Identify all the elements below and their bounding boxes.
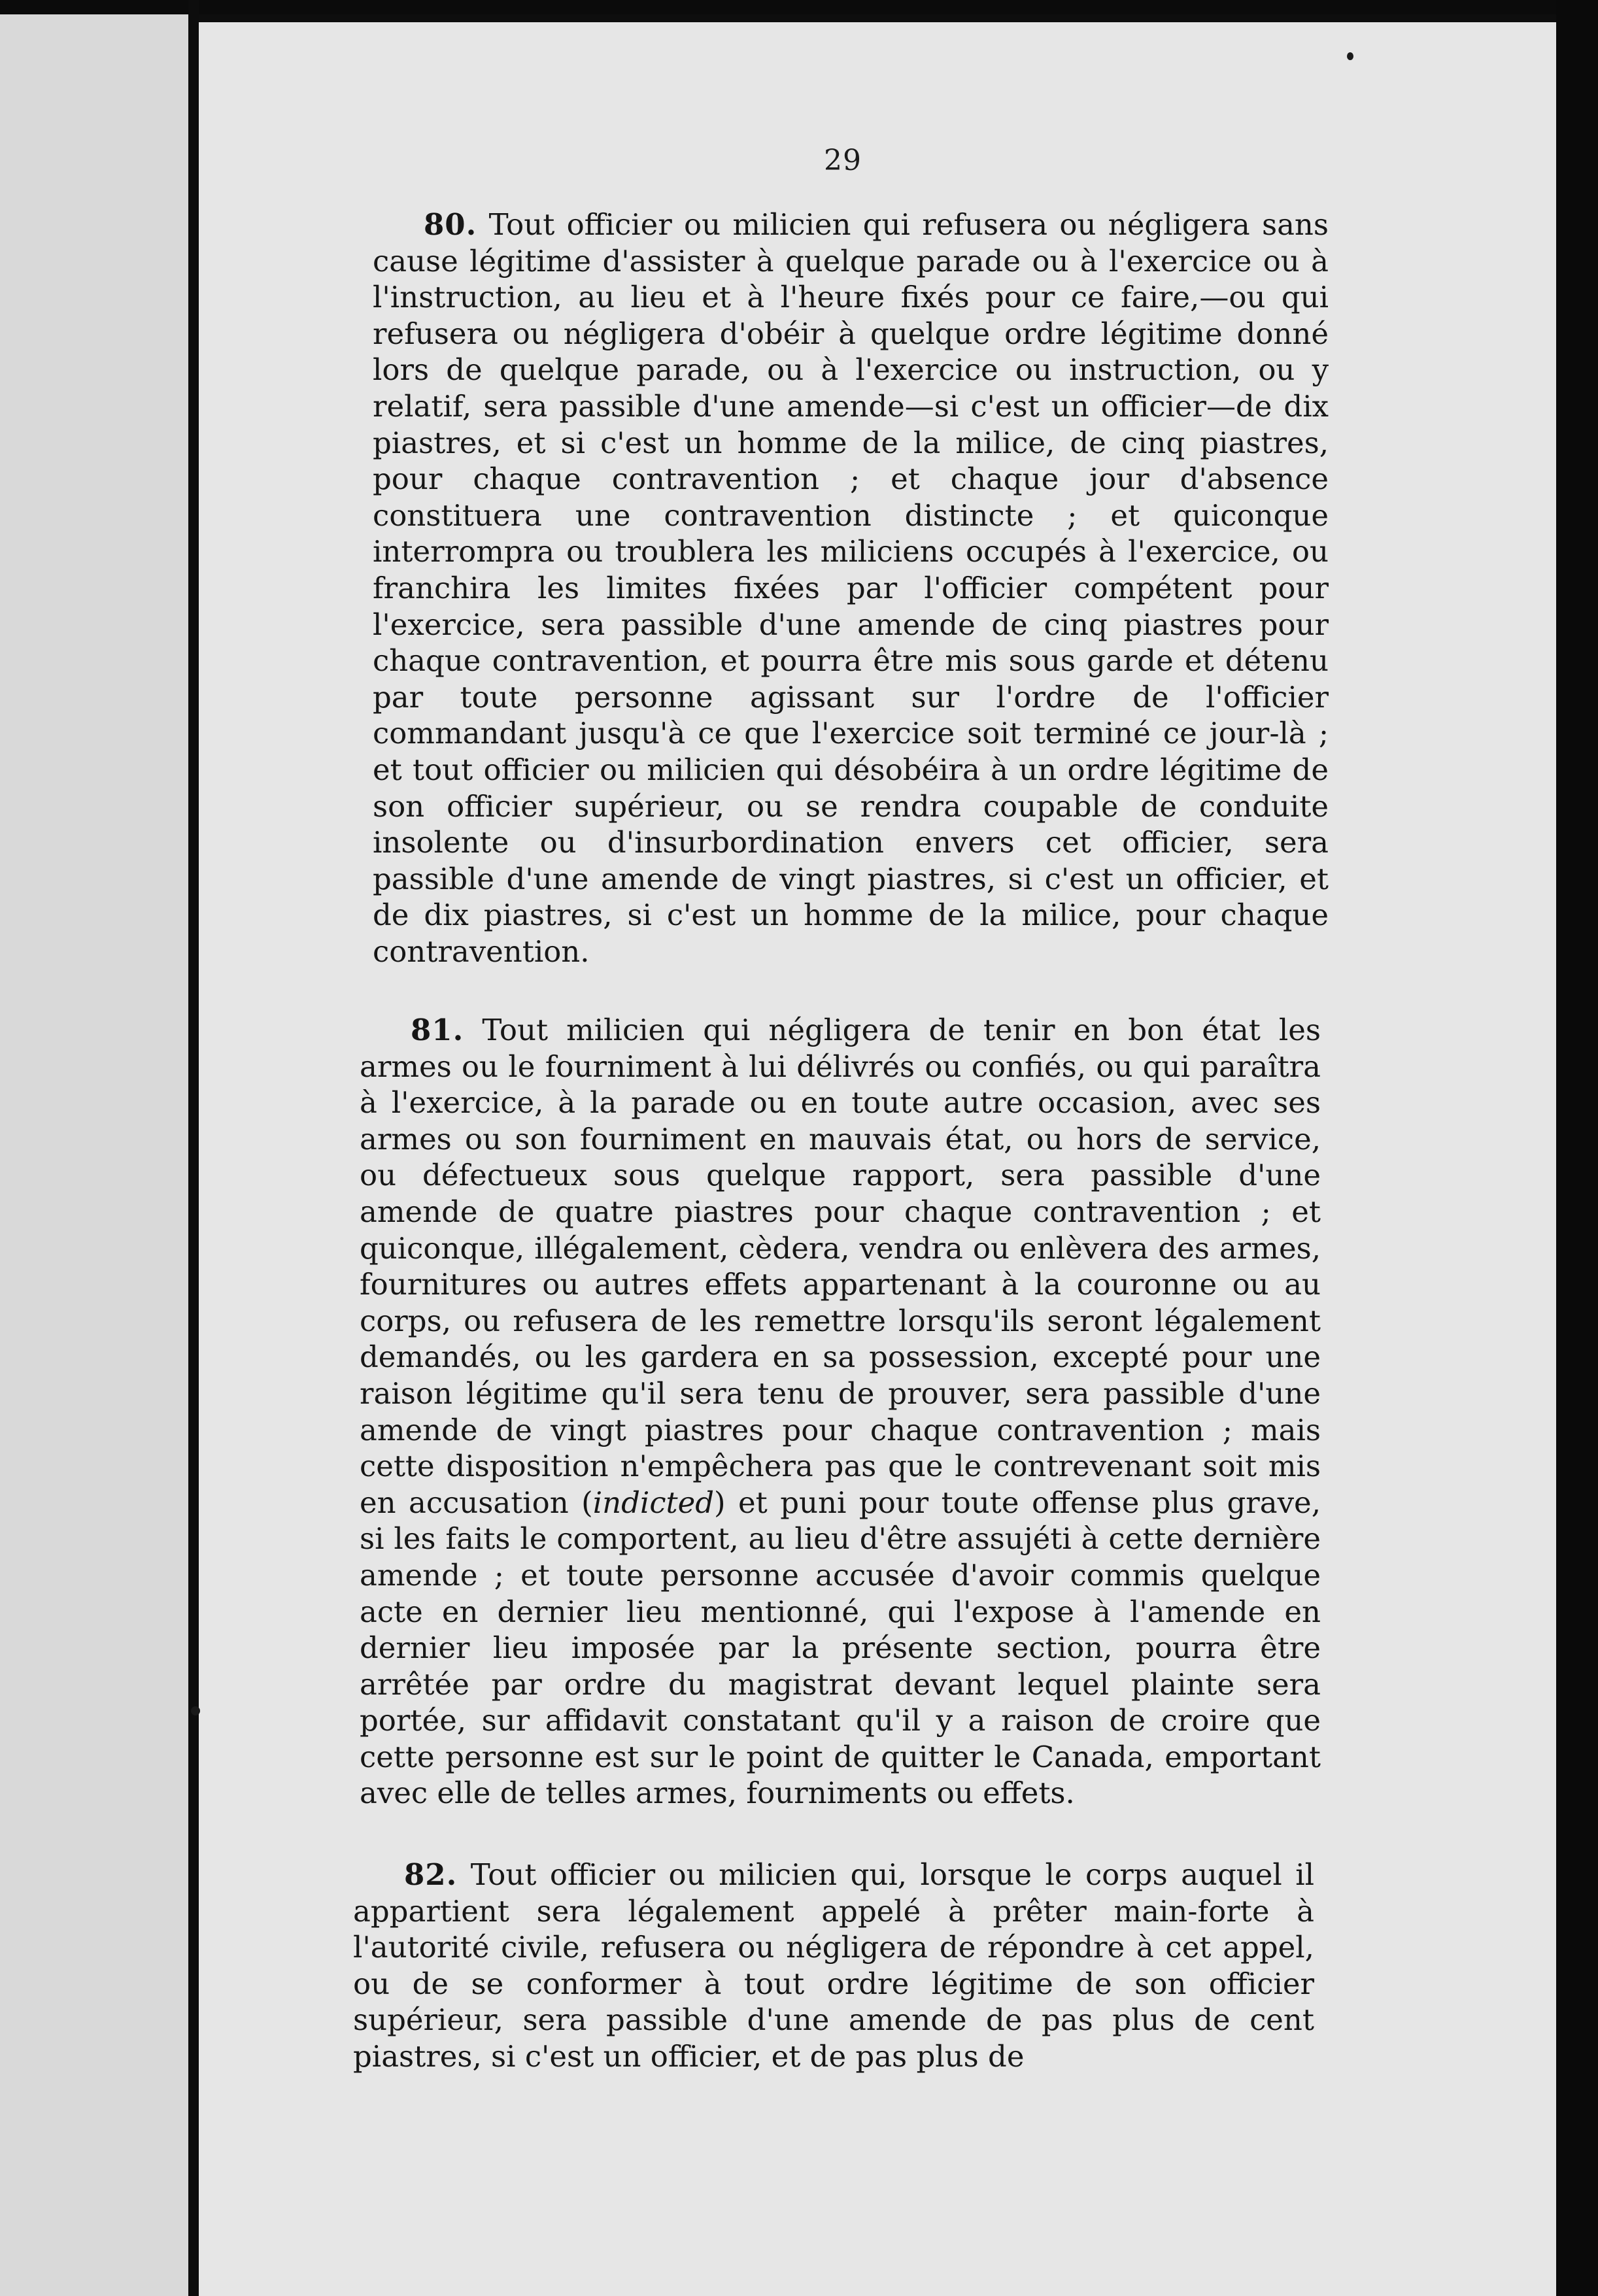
section-paragraph — [360, 1012, 1321, 1812]
page-number: 29 — [824, 144, 862, 177]
scan-right-border — [1556, 0, 1598, 2296]
section-text: Tout officier ou milicien qui refusera ou négligera sans cause légitime d'assister à quelque parade ou à l'exercice ou à l'instruction, au lieu et à l'heure fixés pour ce faire,—ou qui refusera ou négligera d'obéir à quelque ordre légitime donné lors de quelque parade, ou à l'exercice ou instruction, ou y relatif, sera passible d'une amende—si c'est un officier—de dix piastres, et si c'est un homme de la milice, de cinq piastres, pour chaque contravention ; et chaque jour d'absence constituera une contravention distincte ; et quiconque interrompra ou troublera les miliciens occupés à l'exercice, ou franchira les limites fixées par l'officier compétent pour l'exercice, sera passible d'une amende de cinq piastres pour chaque contravention, et pourra être mis sous garde et détenu par toute personne agissant sur l'ordre de l'officier commandant jusqu'à ce que l'exercice soit terminé ce jour-là ; et tout officier ou milicien qui désobéira à un ordre légitime de son officier supérieur, ou se rendra coupable de conduite insolente ou d'insurbordination envers cet officier, sera passible d'une amende de vingt piastres, si c'est un officier, et de dix piastres, si c'est un homme de la milice, pour chaque contravention. — [373, 207, 1329, 969]
section-number: 81. — [411, 1013, 464, 1047]
scan-speck — [1347, 52, 1353, 60]
section-80 — [373, 207, 1329, 970]
section-paragraph — [353, 1857, 1314, 2075]
section-text: Tout milicien qui négligera de tenir en bon état les armes ou le fourniment à lui délivrés ou confiés, ou qui paraîtra à l'exercice, à la parade ou en toute autre occasion, avec ses armes ou son fourniment en mauvais état, ou hors de service, ou défectueux sous quelque rapport, sera passible d'une amende de quatre piastres pour chaque contravention ; et quiconque, illégalement, cèdera, vendra ou enlèvera des armes, fournitures ou autres effets appartenant à la couronne ou au corps, ou refusera de les remettre lorsqu'ils seront légalement demandés, ou les gardera en sa possession, excepté pour une raison légitime qu'il sera tenu de prouver, sera passible d'une amende de vingt piastres pour chaque contravention ; mais cette disposition n'empêchera pas que le contrevenant soit mis en accusation ( — [360, 1013, 1321, 1520]
scan-speck — [191, 1706, 200, 1715]
scan-top-border — [0, 0, 1598, 14]
facing-page-edge — [0, 14, 188, 2296]
section-paragraph — [373, 207, 1329, 970]
section-number: 82. — [404, 1857, 458, 1892]
section-text: ) et puni pour toute offense plus grave, si les faits le comportent, au lieu d'être assujéti à cette dernière amende ; et toute personne accusée d'avoir commis quelque acte en dernier lieu mentionné, qui l'expose à l'amende en dernier lieu imposée par la présente section, pourra être arrêtée par ordre du magistrat devant lequel plainte sera portée, sur affidavit constatant qu'il y a raison de croire que cette personne est sur le point de quitter le Canada, emportant avec elle de telles armes, fourniments ou effets. — [360, 1485, 1321, 1811]
section-82 — [353, 1857, 1314, 2075]
book-gutter — [188, 0, 199, 2296]
section-text: Tout officier ou milicien qui, lorsque le corps auquel il appartient sera légalement appelé à prêter main-forte à l'autorité civile, refusera ou négligera de répondre à cet appel, ou de se conformer à tout ordre légitime de son officier supérieur, sera passible d'une amende de pas plus de cent piastres, si c'est un officier, et de pas plus de — [353, 1857, 1314, 2074]
section-81 — [360, 1012, 1321, 1812]
section-number: 80. — [424, 207, 477, 242]
section-text-italic: indicted — [592, 1485, 715, 1520]
